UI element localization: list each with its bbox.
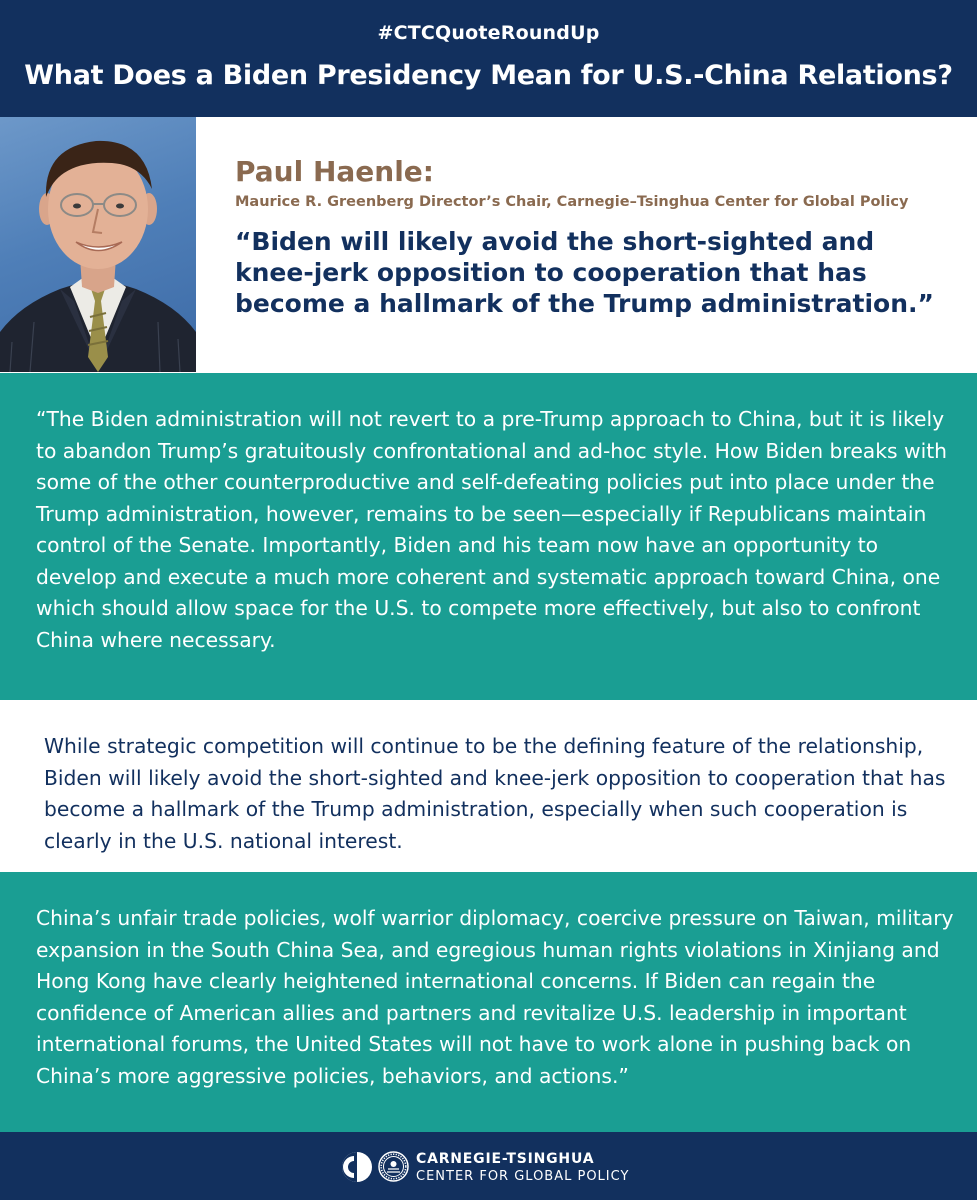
portrait-photo (0, 117, 196, 372)
speaker-title: Maurice R. Greenberg Director’s Chair, Carnegie–Tsinghua Center for Global Policy (235, 194, 909, 210)
speaker-name: Paul Haenle: (235, 155, 434, 188)
header-banner (0, 0, 977, 117)
headline: What Does a Biden Presidency Mean for U.S.-China Relations? (24, 60, 953, 91)
hashtag: #CTCQuoteRoundUp (377, 22, 600, 44)
org-name-line-2: CENTER FOR GLOBAL POLICY (416, 1169, 630, 1184)
portrait-illustration (0, 117, 196, 372)
paragraph-2: While strategic competition will continue to be the defining feature of the relationship, Biden will likely avoid the short-sighted and knee-jerk opposition to cooperation that has become a hallmark of the Trump administration, especially when such cooperation is clearly in the U.S. national interest. (44, 734, 946, 853)
org-name-line-1: CARNEGIE-TSINGHUA (416, 1151, 595, 1167)
paragraph-3: China’s unfair trade policies, wolf warrior diplomacy, coercive pressure on Taiwan, military expansion in the South China Sea, and egregious human rights violations in Xinjiang and Hong Kong have clearly heightened international concerns. If Biden can regain the confidence of American allies and partners and revitalize U.S. leadership in important international forums, the United States will not have to work alone in pushing back on China’s more aggressive policies, behaviors, and actions.” (36, 906, 954, 1088)
speaker-profile (0, 117, 977, 372)
paragraph-1: “The Biden administration will not revert to a pre-Trump approach to China, but it is likely to abandon Trump’s gratuitously confrontational and ad-hoc style. How Biden breaks with some of the other counterproductive and self-defeating policies put into place under the Trump administration, however, remains to be seen—especially if Republicans maintain control of the Senate. Importantly, Biden and his team now have an opportunity to develop and execute a much more coherent and systematic approach toward China, one which should allow space for the U.S. to compete more effectively, but also to confront China where necessary. (36, 407, 948, 652)
pull-quote: “Biden will likely avoid the short-sighted and knee-jerk opposition to cooperation that has become a hallmark of the Trump administration.” (235, 227, 934, 318)
carnegie-logo-icon (341, 1151, 373, 1183)
tsinghua-seal-icon (378, 1151, 409, 1182)
footer (0, 1132, 977, 1200)
